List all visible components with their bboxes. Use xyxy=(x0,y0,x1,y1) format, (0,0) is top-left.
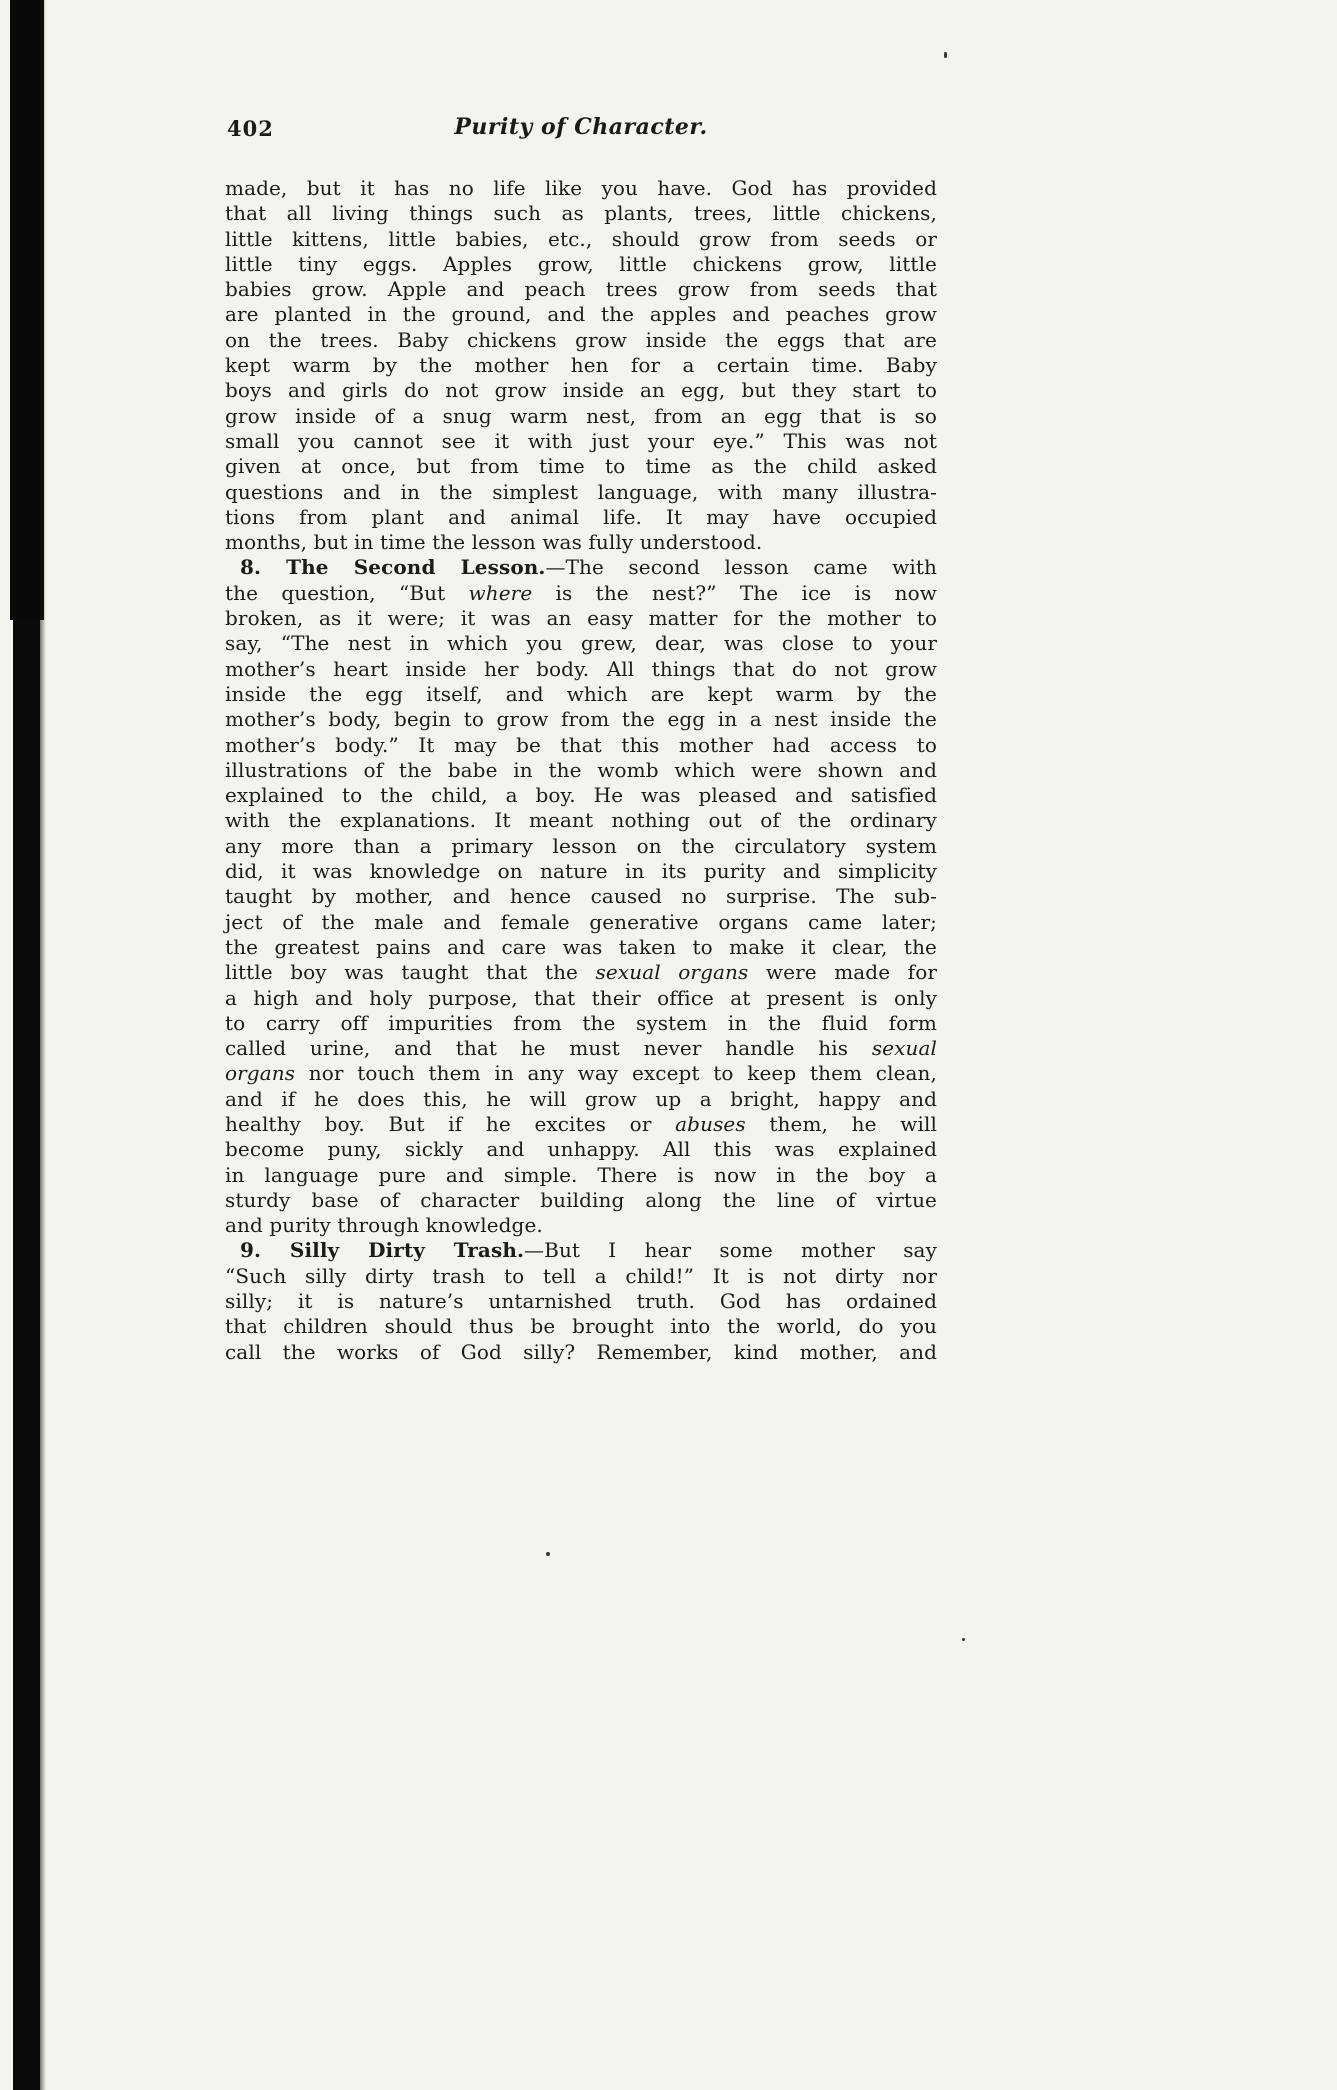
text-line: become puny, sickly and unhappy. All this was explained xyxy=(225,1137,937,1162)
running-header-title: Purity of Character. xyxy=(454,114,708,140)
scan-speck xyxy=(962,1638,965,1641)
text-line: little kittens, little babies, etc., should grow from seeds or xyxy=(225,226,937,251)
text-line: 9. Silly Dirty Trash.—But I hear some mother say xyxy=(240,1238,937,1263)
page-number: 402 xyxy=(227,116,274,141)
paragraph xyxy=(225,555,937,1238)
text-line: are planted in the ground, and the apples and peaches grow xyxy=(225,302,937,327)
text-line: ject of the male and female generative organs came later; xyxy=(225,909,937,934)
text-line: organs nor touch them in any way except to keep them clean, xyxy=(225,1061,937,1086)
text-line: and if he does this, he will grow up a bright, happy and xyxy=(225,1086,937,1111)
text-line: kept warm by the mother hen for a certain time. Baby xyxy=(225,353,937,378)
text-line: made, but it has no life like you have. God has provided xyxy=(225,176,937,200)
text-line: tions from plant and animal life. It may have occupied xyxy=(225,504,937,529)
text-line: did, it was knowledge on nature in its purity and simplicity xyxy=(225,859,937,884)
text-line: the greatest pains and care was taken to make it clear, the xyxy=(225,934,937,959)
page-header xyxy=(225,114,937,148)
binding-shadow-fade xyxy=(40,0,46,2090)
text-line: explained to the child, a boy. He was pleased and satisfied xyxy=(225,783,937,808)
text-line: inside the egg itself, and which are kept warm by the xyxy=(225,681,937,706)
scan-speck xyxy=(546,1552,550,1556)
text-line: mother’s heart inside her body. All things that do not grow xyxy=(225,656,937,681)
text-line: in language pure and simple. There is now in the boy a xyxy=(225,1162,937,1187)
text-line: little tiny eggs. Apples grow, little chickens grow, little xyxy=(225,251,937,276)
text-line: called urine, and that he must never handle his sexual xyxy=(225,1036,937,1061)
text-line: illustrations of the babe in the womb which were shown and xyxy=(225,757,937,782)
text-line: little boy was taught that the sexual organs were made for xyxy=(225,960,937,985)
text-line: “Such silly dirty trash to tell a child!” It is not dirty nor xyxy=(225,1263,937,1288)
text-line: grow inside of a snug warm nest, from an egg that is so xyxy=(225,403,937,428)
binding-shadow-bar-top xyxy=(10,0,44,620)
text-line: questions and in the simplest language, with many illustra- xyxy=(225,479,937,504)
text-line: mother’s body, begin to grow from the egg in a nest inside the xyxy=(225,707,937,732)
text-line: a high and holy purpose, that their office at present is only xyxy=(225,985,937,1010)
text-line: broken, as it were; it was an easy matter for the mother to xyxy=(225,606,937,631)
text-line: that children should thus be brought into the world, do you xyxy=(225,1314,937,1339)
text-line: with the explanations. It meant nothing out of the ordinary xyxy=(225,808,937,833)
text-line: boys and girls do not grow inside an egg, but they start to xyxy=(225,378,937,403)
paragraph xyxy=(225,176,937,555)
text-line: mother’s body.” It may be that this mother had access to xyxy=(225,732,937,757)
text-line: any more than a primary lesson on the circulatory system xyxy=(225,833,937,858)
text-line: babies grow. Apple and peach trees grow from seeds that xyxy=(225,277,937,302)
text-line: call the works of God silly? Remember, kind mother, and xyxy=(225,1339,937,1364)
paragraph xyxy=(225,1238,937,1364)
text-line: 8. The Second Lesson.—The second lesson came with xyxy=(240,555,937,580)
text-line: on the trees. Baby chickens grow inside the eggs that are xyxy=(225,327,937,352)
text-line: silly; it is nature’s untarnished truth. God has ordained xyxy=(225,1289,937,1314)
text-line: sturdy base of character building along the line of virtue xyxy=(225,1187,937,1212)
scan-speck xyxy=(944,52,947,58)
text-line: months, but in time the lesson was fully understood. xyxy=(225,530,763,555)
text-line: healthy boy. But if he excites or abuses them, he will xyxy=(225,1111,937,1136)
text-line: say, “The nest in which you grew, dear, was close to your xyxy=(225,631,937,656)
text-line: taught by mother, and hence caused no surprise. The sub- xyxy=(225,884,937,909)
text-body xyxy=(225,176,937,1365)
text-line: the question, “But where is the nest?” The ice is now xyxy=(225,580,937,605)
text-line: to carry off impurities from the system in the fluid form xyxy=(225,1010,937,1035)
text-line: that all living things such as plants, trees, little chickens, xyxy=(225,201,937,226)
text-line: small you cannot see it with just your eye.” This was not xyxy=(225,428,937,453)
text-line: given at once, but from time to time as the child asked xyxy=(225,454,937,479)
text-line: and purity through knowledge. xyxy=(225,1213,543,1238)
